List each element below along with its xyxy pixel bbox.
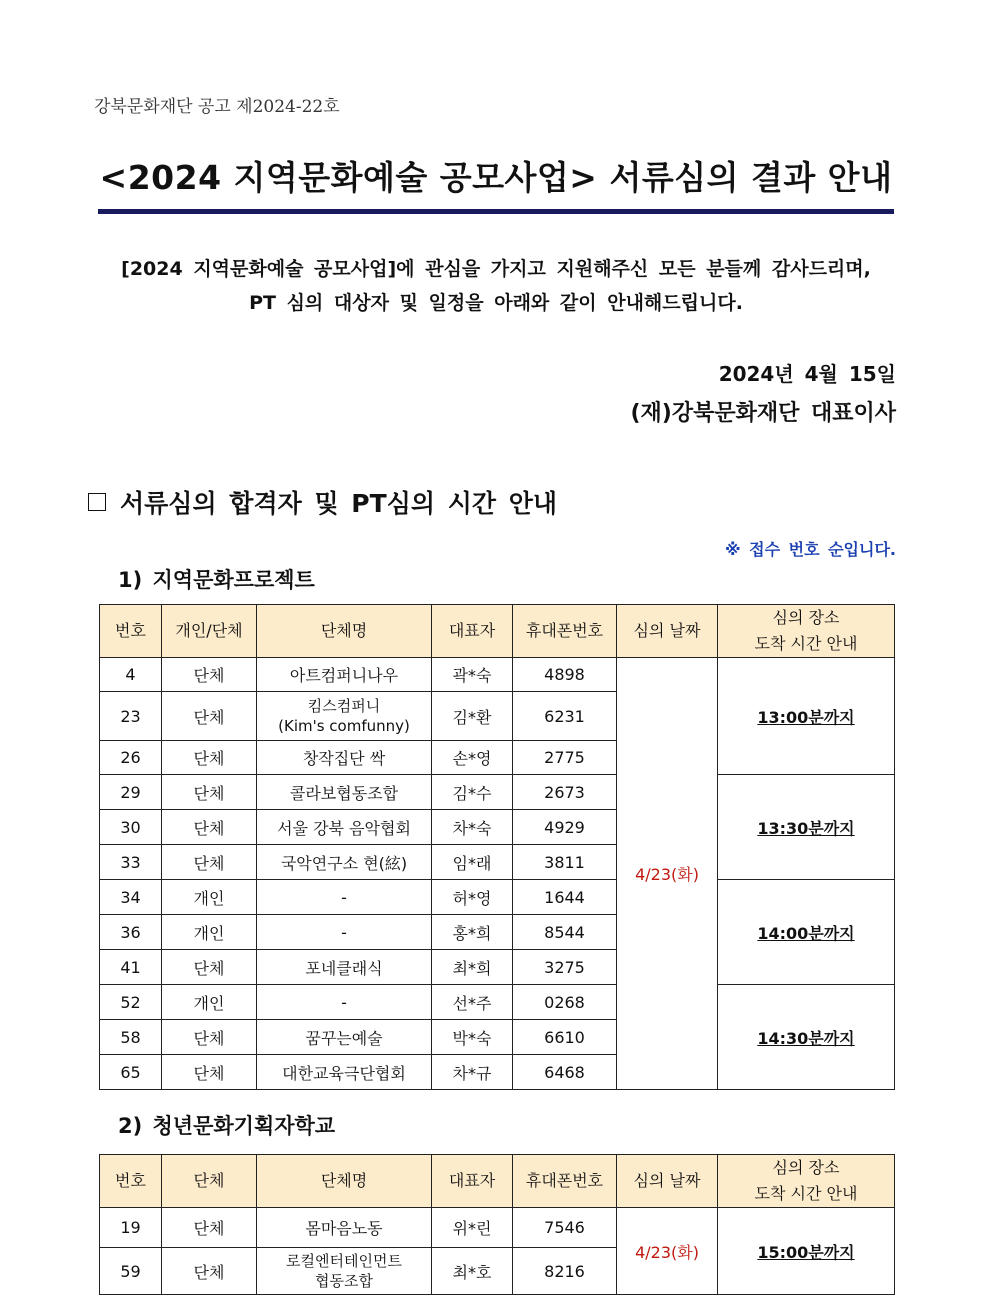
cell-type: 개인 xyxy=(162,985,257,1020)
cell-no: 29 xyxy=(100,775,162,810)
cell-no: 52 xyxy=(100,985,162,1020)
section-heading-text: 서류심의 합격자 및 PT심의 시간 안내 xyxy=(120,489,557,518)
cell-type: 단체 xyxy=(162,1020,257,1055)
cell-no: 34 xyxy=(100,880,162,915)
cell-phone: 4898 xyxy=(513,658,617,692)
cell-rep: 김*수 xyxy=(432,775,513,810)
checkbox-square-icon xyxy=(88,493,106,511)
cell-no: 19 xyxy=(100,1208,162,1248)
notice-date: 2024년 4월 15일 xyxy=(718,362,896,386)
cell-rep: 최*호 xyxy=(432,1248,513,1295)
cell-rep: 위*린 xyxy=(432,1208,513,1248)
issuer: (재)강북문화재단 대표이사 xyxy=(630,401,896,426)
cell-phone: 1644 xyxy=(513,880,617,915)
cell-no: 33 xyxy=(100,845,162,880)
cell-name: 콜라보협동조합 xyxy=(257,775,432,810)
header-date: 심의 날짜 xyxy=(617,1155,718,1208)
time-slot-text: 14:00분까지 xyxy=(757,923,855,943)
page-title: <2024 지역문화예술 공모사업> 서류심의 결과 안내 xyxy=(99,158,893,197)
cell-no: 41 xyxy=(100,950,162,985)
table-youth-planner-school xyxy=(99,1154,895,1295)
cell-rep: 임*래 xyxy=(432,845,513,880)
table-header-row xyxy=(100,605,895,658)
cell-rep: 곽*숙 xyxy=(432,658,513,692)
table-row xyxy=(100,985,895,1020)
cell-type: 단체 xyxy=(162,658,257,692)
cell-name xyxy=(257,692,432,741)
table-regional-project xyxy=(99,604,895,1090)
cell-rep: 홍*희 xyxy=(432,915,513,950)
table1-heading: 1) 지역문화프로젝트 xyxy=(118,568,315,592)
cell-no: 65 xyxy=(100,1055,162,1090)
cell-name: 대한교육극단협회 xyxy=(257,1055,432,1090)
header-phone: 휴대폰번호 xyxy=(513,1155,617,1208)
cell-type: 단체 xyxy=(162,950,257,985)
cell-name-line2: 협동조합 xyxy=(315,1272,373,1290)
time-slot-cell xyxy=(718,880,895,985)
cell-phone: 6231 xyxy=(513,692,617,741)
cell-type: 단체 xyxy=(162,1055,257,1090)
header-place xyxy=(718,605,895,658)
cell-type: 단체 xyxy=(162,810,257,845)
table-header-row xyxy=(100,1155,895,1208)
cell-name-line1: 킴스컴퍼니 xyxy=(307,697,381,715)
cell-phone: 3811 xyxy=(513,845,617,880)
cell-type: 단체 xyxy=(162,845,257,880)
cell-phone: 6610 xyxy=(513,1020,617,1055)
time-slot-cell xyxy=(718,1208,895,1295)
cell-name: 아트컴퍼니나우 xyxy=(257,658,432,692)
time-slot-cell xyxy=(718,775,895,880)
cell-name: 국악연구소 현(絃) xyxy=(257,845,432,880)
header-no: 번호 xyxy=(100,605,162,658)
header-place-line2: 도착 시간 안내 xyxy=(754,1184,858,1203)
header-name: 단체명 xyxy=(257,605,432,658)
title-underline xyxy=(98,209,894,214)
table-row xyxy=(100,1208,895,1248)
cell-phone: 2673 xyxy=(513,775,617,810)
cell-type: 개인 xyxy=(162,915,257,950)
time-slot-text: 14:30분까지 xyxy=(757,1028,855,1048)
intro-text xyxy=(60,252,932,320)
cell-no: 36 xyxy=(100,915,162,950)
cell-phone: 3275 xyxy=(513,950,617,985)
header-place-line1: 심의 장소 xyxy=(772,1158,840,1177)
cell-phone: 0268 xyxy=(513,985,617,1020)
header-place-line1: 심의 장소 xyxy=(772,608,840,627)
header-rep: 대표자 xyxy=(432,605,513,658)
cell-rep: 김*환 xyxy=(432,692,513,741)
header-place xyxy=(718,1155,895,1208)
time-slot-text: 15:00분까지 xyxy=(757,1242,855,1262)
cell-name-line1: 로컬엔터테인먼트 xyxy=(286,1252,402,1270)
table-row xyxy=(100,658,895,692)
cell-type: 단체 xyxy=(162,775,257,810)
header-name: 단체명 xyxy=(257,1155,432,1208)
cell-phone: 8216 xyxy=(513,1248,617,1295)
cell-type: 단체 xyxy=(162,1208,257,1248)
cell-rep: 차*규 xyxy=(432,1055,513,1090)
cell-no: 23 xyxy=(100,692,162,741)
header-type: 단체 xyxy=(162,1155,257,1208)
header-no: 번호 xyxy=(100,1155,162,1208)
cell-rep: 손*영 xyxy=(432,741,513,775)
time-slot-text: 13:30분까지 xyxy=(757,818,855,838)
table-row xyxy=(100,880,895,915)
cell-phone: 4929 xyxy=(513,810,617,845)
cell-name xyxy=(257,1248,432,1295)
header-type: 개인/단체 xyxy=(162,605,257,658)
cell-phone: 7546 xyxy=(513,1208,617,1248)
cell-rep: 박*숙 xyxy=(432,1020,513,1055)
time-slot-cell xyxy=(718,985,895,1090)
cell-no: 58 xyxy=(100,1020,162,1055)
cell-rep: 선*주 xyxy=(432,985,513,1020)
cell-type: 개인 xyxy=(162,880,257,915)
time-slot-text: 13:00분까지 xyxy=(757,707,855,727)
cell-phone: 2775 xyxy=(513,741,617,775)
intro-line-1: [2024 지역문화예술 공모사업]에 관심을 가지고 지원해주신 모든 분들께 감사드리며, xyxy=(121,258,871,280)
cell-name: - xyxy=(257,880,432,915)
cell-type: 단체 xyxy=(162,741,257,775)
review-date-cell: 4/23(화) xyxy=(617,658,718,1090)
intro-line-2: PT 심의 대상자 및 일정을 아래와 같이 안내해드립니다. xyxy=(249,292,743,314)
cell-name-line2: (Kim's comfunny) xyxy=(278,717,410,735)
cell-no: 4 xyxy=(100,658,162,692)
header-phone: 휴대폰번호 xyxy=(513,605,617,658)
section-heading xyxy=(88,484,557,520)
cell-name: 몸마음노동 xyxy=(257,1208,432,1248)
header-date: 심의 날짜 xyxy=(617,605,718,658)
cell-name: 꿈꾸는예술 xyxy=(257,1020,432,1055)
time-slot-cell xyxy=(718,658,895,775)
cell-name: 포네클래식 xyxy=(257,950,432,985)
cell-rep: 최*희 xyxy=(432,950,513,985)
cell-name: 창작집단 싹 xyxy=(257,741,432,775)
cell-no: 26 xyxy=(100,741,162,775)
review-date-cell: 4/23(화) xyxy=(617,1208,718,1295)
cell-no: 30 xyxy=(100,810,162,845)
cell-no: 59 xyxy=(100,1248,162,1295)
table-row xyxy=(100,775,895,810)
cell-rep: 허*영 xyxy=(432,880,513,915)
cell-type: 단체 xyxy=(162,692,257,741)
cell-phone: 6468 xyxy=(513,1055,617,1090)
cell-type: 단체 xyxy=(162,1248,257,1295)
cell-name: 서울 강북 음악협회 xyxy=(257,810,432,845)
cell-phone: 8544 xyxy=(513,915,617,950)
table2-heading: 2) 청년문화기획자학교 xyxy=(118,1114,336,1138)
order-note: ※ 접수 번호 순입니다. xyxy=(725,540,896,559)
notice-number: 강북문화재단 공고 제2024-22호 xyxy=(94,97,340,117)
cell-rep: 차*숙 xyxy=(432,810,513,845)
header-place-line2: 도착 시간 안내 xyxy=(754,634,858,653)
cell-name: - xyxy=(257,985,432,1020)
header-rep: 대표자 xyxy=(432,1155,513,1208)
cell-name: - xyxy=(257,915,432,950)
